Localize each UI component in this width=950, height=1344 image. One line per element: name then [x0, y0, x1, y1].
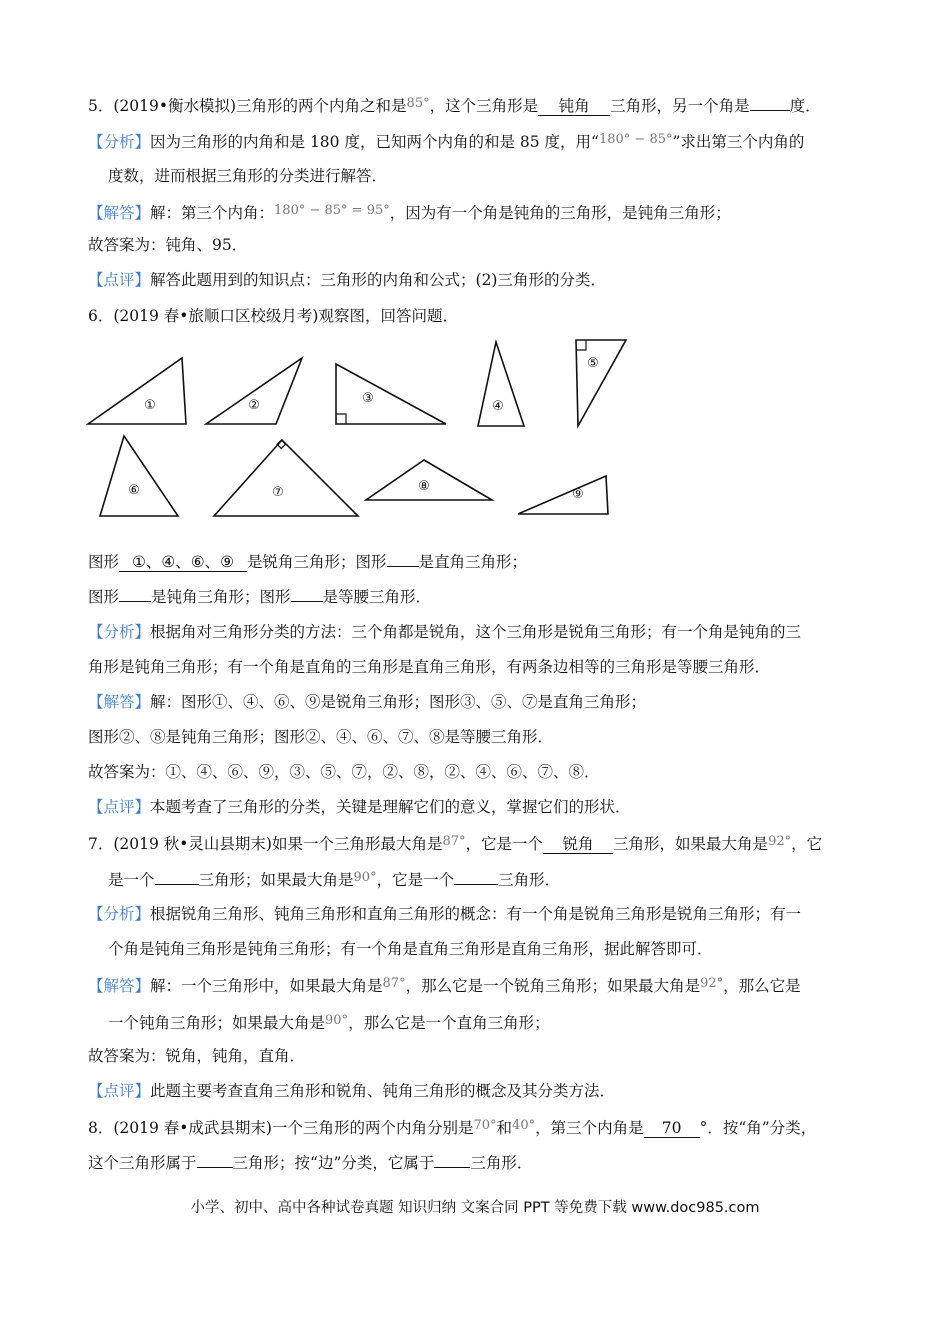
triangle-9 — [518, 476, 608, 514]
q5-comment: 【点评】解答此题用到的知识点：三角形的内角和公式；(2)三角形的分类． — [88, 271, 606, 289]
q6-analysis-cont: 角形是钝角三角形；有一个角是直角的三角形是直角三角形，有两条边相等的三角形是等腰三角形． — [88, 658, 771, 676]
label-4: ④ — [492, 399, 504, 414]
triangle-7 — [214, 440, 358, 516]
q5-answer: 【解答】解：第三个内角：$^{180^\circ - 85^\circ = 95^\circ}$，因为有一个角是钝角的三角形，是钝角三角形； — [88, 203, 731, 222]
answer-blank — [750, 110, 790, 111]
answer-blank: 钝角 — [538, 97, 610, 116]
label-6: ⑥ — [128, 483, 140, 498]
q6-title: 6．(2019 春•旅顺口区校级月考)观察图，回答问题． — [88, 307, 458, 325]
q6-fill1: 图形 ①、④、⑥、⑨ 是锐角三角形；图形 是直角三角形； — [88, 553, 528, 571]
answer-blank — [119, 601, 151, 602]
label-3: ③ — [362, 391, 374, 406]
triangle-5 — [576, 340, 626, 426]
right-angle-mark-3 — [336, 414, 346, 424]
answer-tag: 【解答】 — [88, 693, 151, 711]
label-9: ⑨ — [572, 487, 584, 502]
q7-final: 故答案为：锐角，钝角，直角． — [88, 1047, 306, 1065]
answer-blank: 70 — [644, 1119, 700, 1138]
answer-blank — [197, 1167, 233, 1168]
comment-tag: 【点评】 — [88, 1082, 151, 1100]
math-85: 85° — [406, 96, 430, 111]
answer-tag: 【解答】 — [88, 977, 151, 995]
label-5: ⑤ — [587, 356, 599, 371]
answer-blank: ①、④、⑥、⑨ — [119, 553, 247, 572]
q7-answer-cont: 一个钝角三角形；如果最大角是$^{90^\circ}$，那么它是一个直角三角形； — [108, 1013, 550, 1032]
comment-tag: 【点评】 — [88, 798, 151, 816]
answer-blank: 锐角 — [543, 835, 613, 854]
q8-question-cont: 这个三角形属于 三角形；按“边”分类，它属于 三角形． — [88, 1154, 533, 1172]
triangle-3 — [336, 364, 446, 424]
page-footer: 小学、初中、高中各种试卷真题 知识归纳 文案合同 PPT 等免费下载 www.doc985.com — [190, 1200, 760, 1216]
q7-question: 7．(2019 秋•灵山县期末)如果一个三角形最大角是$^{87^\circ}$，它是一个 锐角 三角形，如果最大角是$^{92^\circ}$，它 — [88, 834, 823, 853]
q8-question: 8．(2019 春•成武县期末)一个三角形的两个内角分别是$^{70^\circ}$和$^{40^\circ}$，第三个内角是 70 °．按“角”分类， — [88, 1118, 817, 1137]
q7-analysis: 【分析】根据锐角三角形、钝角三角形和直角三角形的概念：有一个角是锐角三角形是锐角三角形；有一 — [88, 905, 802, 923]
q7-answer: 【解答】解：一个三角形中，如果最大角是$^{87^\circ}$，那么它是一个锐角三角形；如果最大角是$^{92^\circ}$，那么它是 — [88, 976, 801, 995]
analysis-tag: 【分析】 — [88, 133, 151, 151]
q5-analysis: 【分析】因为三角形的内角和是 180 度，已知两个内角的和是 85 度，用“$^{180^\circ - 85^\circ}$”求出第三个内角的 — [88, 132, 805, 151]
q6-answer-cont: 图形②、⑧是钝角三角形；图形②、④、⑥、⑦、⑧是等腰三角形． — [88, 728, 554, 746]
analysis-tag: 【分析】 — [88, 623, 151, 641]
q7-comment: 【点评】此题主要考查直角三角形和锐角、钝角三角形的概念及其分类方法． — [88, 1082, 616, 1100]
label-2: ② — [248, 398, 260, 413]
q6-fill2: 图形 是钝角三角形；图形 是等腰三角形． — [88, 588, 432, 606]
analysis-tag: 【分析】 — [88, 905, 151, 923]
right-angle-mark-5 — [576, 340, 586, 350]
answer-blank — [387, 566, 419, 567]
q6-analysis: 【分析】根据角对三角形分类的方法：三个角都是锐角，这个三角形是锐角三角形；有一个角是钝角的三 — [88, 623, 802, 641]
comment-tag: 【点评】 — [88, 271, 151, 289]
triangle-2 — [206, 358, 302, 424]
q6-comment: 【点评】本题考查了三角形的分类，关键是理解它们的意义，掌握它们的形状． — [88, 798, 631, 816]
q5-analysis-cont: 度数，进而根据三角形的分类进行解答． — [108, 167, 388, 185]
answer-blank — [434, 1167, 470, 1168]
q5-final: 故答案为：钝角、95． — [88, 236, 248, 254]
q6-final: 故答案为：①、④、⑥、⑨，③、⑤、⑦，②、⑧，②、④、⑥、⑦、⑧． — [88, 763, 600, 781]
label-8: ⑧ — [418, 479, 430, 494]
q6-answer: 【解答】解：图形①、④、⑥、⑨是锐角三角形；图形③、⑤、⑦是直角三角形； — [88, 693, 647, 711]
q5-question: 5．(2019•衡水模拟)三角形的两个内角之和是$^{85^\circ}$，这个三角形是 钝角 三角形，另一个角是 度． — [88, 96, 821, 115]
label-7: ⑦ — [272, 485, 284, 500]
answer-tag: 【解答】 — [88, 204, 151, 222]
triangle-6 — [100, 436, 178, 516]
answer-blank — [291, 601, 323, 602]
triangle-1 — [88, 358, 186, 424]
q7-question-cont: 是一个 三角形；如果最大角是$^{90^\circ}$，它是一个 三角形． — [108, 870, 561, 889]
label-1: ① — [144, 398, 156, 413]
triangles-figure — [86, 336, 646, 524]
q7-analysis-cont: 个角是钝角三角形是钝角三角形；有一个角是直角三角形是直角三角形，据此解答即可． — [108, 940, 713, 958]
answer-blank — [155, 884, 199, 885]
answer-blank — [454, 884, 498, 885]
